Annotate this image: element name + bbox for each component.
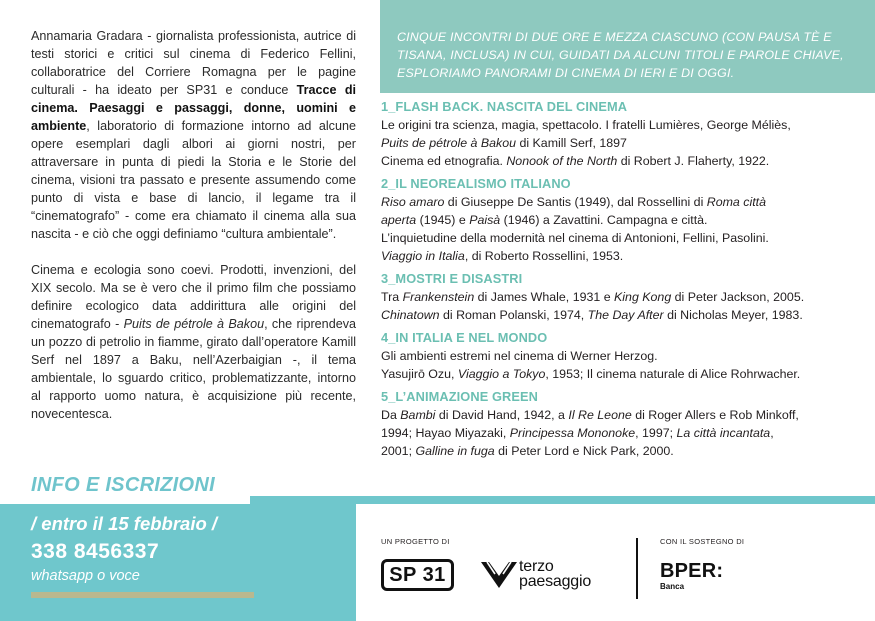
author-bio bbox=[31, 27, 356, 423]
section-line bbox=[381, 134, 856, 152]
text-run: Nonook of the North bbox=[506, 154, 618, 168]
text-run: , bbox=[770, 426, 774, 440]
text-run: Principessa Mononoke bbox=[509, 426, 636, 440]
text-run: di Giuseppe De Santis (1949), dal Rossellini di bbox=[444, 195, 707, 209]
bio-paragraph-1 bbox=[31, 27, 356, 243]
text-run: La città incantata bbox=[676, 426, 771, 440]
text-run: Il Re Leone bbox=[568, 408, 632, 422]
text-run: Da bbox=[381, 408, 401, 422]
text-run: Paisà bbox=[469, 213, 501, 227]
olive-bar bbox=[31, 592, 254, 598]
bio-paragraph-2 bbox=[31, 261, 356, 423]
bper-logo bbox=[660, 560, 723, 592]
text-run: di Robert J. Flaherty, 1922. bbox=[617, 154, 770, 168]
text-run: Le origini tra scienza, magia, spettacolo. I fratelli Lumières, George Méliès, bbox=[381, 118, 791, 132]
text-run: , di Roberto Rossellini, 1953. bbox=[464, 249, 624, 263]
program-section bbox=[381, 98, 856, 170]
section-title: 2_IL NEOREALISMO ITALIANO bbox=[381, 176, 571, 191]
text-run: Galline in fuga bbox=[415, 444, 495, 458]
text-run: di Roman Polanski, 1974, bbox=[439, 308, 588, 322]
program-section bbox=[381, 329, 856, 383]
text-run: Tracce di cinema. Paesaggi e passaggi, donne, uomini e ambiente bbox=[31, 83, 357, 133]
section-line bbox=[381, 116, 856, 134]
project-label: UN PROGETTO DI bbox=[381, 537, 450, 546]
text-run: Gli ambienti estremi nel cinema di Werner Herzog. bbox=[381, 349, 658, 363]
sp31-logo: SP 31 bbox=[381, 559, 454, 591]
terzo-paesaggio-wordmark bbox=[519, 559, 591, 589]
text-run: (1946) a Zavattini. Campagna e città. bbox=[500, 213, 708, 227]
text-run: L’inquietudine della modernità nel cinema di Antonioni, Fellini, Pasolini. bbox=[381, 231, 769, 245]
section-line bbox=[381, 347, 856, 365]
text-run: , 1997; bbox=[635, 426, 677, 440]
section-line bbox=[381, 442, 856, 460]
section-line bbox=[381, 229, 856, 247]
terzo-paesaggio-mark-icon bbox=[481, 560, 517, 590]
section-title: 4_IN ITALIA E NEL MONDO bbox=[381, 330, 548, 345]
program-section bbox=[381, 388, 856, 460]
text-run: Puits de pétrole à Bakou bbox=[381, 136, 517, 150]
text-run: di Nicholas Meyer, 1983. bbox=[663, 308, 803, 322]
deadline-text: / entro il 15 febbraio / bbox=[31, 513, 218, 534]
text-run: King Kong bbox=[614, 290, 672, 304]
text-run: Cinema ed etnografia. bbox=[381, 154, 507, 168]
phone-number[interactable]: 338 8456337 bbox=[31, 540, 160, 563]
text-run: aperta bbox=[381, 213, 417, 227]
text-run: , laboratorio di formazione intorno ad alcune opere esemplari dagli albori ai giorni nostri, per attraversare in punta di piedi la Storia e le Storie del cinema, visioni tra passato e presente assumendo come punto di vista e base di lancio, il legame tra il “cinematografo” - come era chiamato il cinema alla sua nascita - e ciò che oggi definiamo “cultura ambientale”. bbox=[31, 119, 356, 241]
program-list bbox=[381, 98, 856, 465]
text-run: Cinema e ecologia sono coevi. Prodotti, invenzioni, del XIX secolo. Ma se è vero che il primo film che possiamo definire ecologico data addirittura alle origini del cinematografo - bbox=[31, 263, 356, 331]
section-title: 3_MOSTRI E DISASTRI bbox=[381, 271, 523, 286]
text-run: , 1953; Il cinema naturale di Alice Rohrwacher. bbox=[545, 367, 801, 381]
text-run: di Roger Allers e Rob Minkoff, bbox=[631, 408, 799, 422]
text-run: 1994; Hayao Miyazaki, bbox=[381, 426, 510, 440]
intro-banner bbox=[380, 0, 875, 93]
text-run: 2001; bbox=[381, 444, 416, 458]
text-run: di David Hand, 1942, a bbox=[435, 408, 569, 422]
text-run: di Peter Lord e Nick Park, 2000. bbox=[494, 444, 674, 458]
section-line bbox=[381, 306, 856, 324]
info-title: INFO E ISCRIZIONI bbox=[31, 474, 215, 496]
section-line bbox=[381, 152, 856, 170]
section-line bbox=[381, 193, 856, 211]
program-section bbox=[381, 175, 856, 265]
text-run: Puits de pétrole à Bakou bbox=[123, 317, 265, 331]
text-run: The Day After bbox=[587, 308, 664, 322]
support-label: CON IL SOSTEGNO DI bbox=[660, 537, 745, 546]
text-run: (1945) e bbox=[416, 213, 470, 227]
text-run: Viaggio in Italia bbox=[381, 249, 465, 263]
footer-separator bbox=[636, 538, 638, 599]
text-run: Roma città bbox=[706, 195, 766, 209]
section-title: 1_FLASH BACK. NASCITA DEL CINEMA bbox=[381, 99, 628, 114]
bper-sub: Banca bbox=[660, 582, 685, 591]
info-box bbox=[0, 504, 356, 621]
text-run: Tra bbox=[381, 290, 403, 304]
text-run: di James Whale, 1931 e bbox=[474, 290, 615, 304]
terzo-paesaggio-logo bbox=[481, 558, 616, 594]
text-run: di Peter Jackson, 2005. bbox=[671, 290, 805, 304]
section-line bbox=[381, 211, 856, 229]
section-title: 5_L’ANIMAZIONE GREEN bbox=[381, 389, 539, 404]
text-run: Riso amaro bbox=[381, 195, 445, 209]
divider-bar bbox=[250, 496, 875, 504]
text-run: Viaggio a Tokyo bbox=[457, 367, 546, 381]
text-run: , che riprendeva un pozzo di petrolio in fiamme, girato dall’operatore Kamill Serf nel 1897 a Baku, nell’Azerbaigian -, il tema ambientale, lo sguardo critico, problematizzante, intorno al rapporto uomo natura, è acquisizione più recente, novecentesca. bbox=[31, 317, 356, 421]
text-run: Frankenstein bbox=[402, 290, 475, 304]
intro-text: CINQUE INCONTRI DI DUE ORE E MEZZA CIASCUNO (CON PAUSA TÈ E TISANA, INCLUSA) IN CUI, GUIDATI DA ALCUNI TITOLI E PAROLE CHIAVE, ESPLORIAMO PANORAMI DI CINEMA DI IERI E DI OGGI. bbox=[397, 30, 844, 80]
terzo-word: terzo bbox=[519, 558, 554, 575]
section-line bbox=[381, 424, 856, 442]
program-section bbox=[381, 270, 856, 324]
contact-method: whatsapp o voce bbox=[31, 568, 140, 584]
section-line bbox=[381, 365, 856, 383]
section-line bbox=[381, 288, 856, 306]
bper-name: BPER: bbox=[660, 560, 724, 582]
text-run: Chinatown bbox=[381, 308, 440, 322]
section-line bbox=[381, 406, 856, 424]
text-run: di Kamill Serf, 1897 bbox=[516, 136, 627, 150]
text-run: Annamaria Gradara - giornalista professionista, autrice di testi storici e critici sul cinema di Federico Fellini, collaboratrice del Corriere Romagna per le pagine culturali - ha ideato per SP31 e conduce bbox=[31, 29, 356, 97]
section-line bbox=[381, 247, 856, 265]
paesaggio-word: paesaggio bbox=[519, 573, 592, 590]
text-run: Bambi bbox=[400, 408, 436, 422]
text-run: Yasujirō Ozu, bbox=[381, 367, 458, 381]
